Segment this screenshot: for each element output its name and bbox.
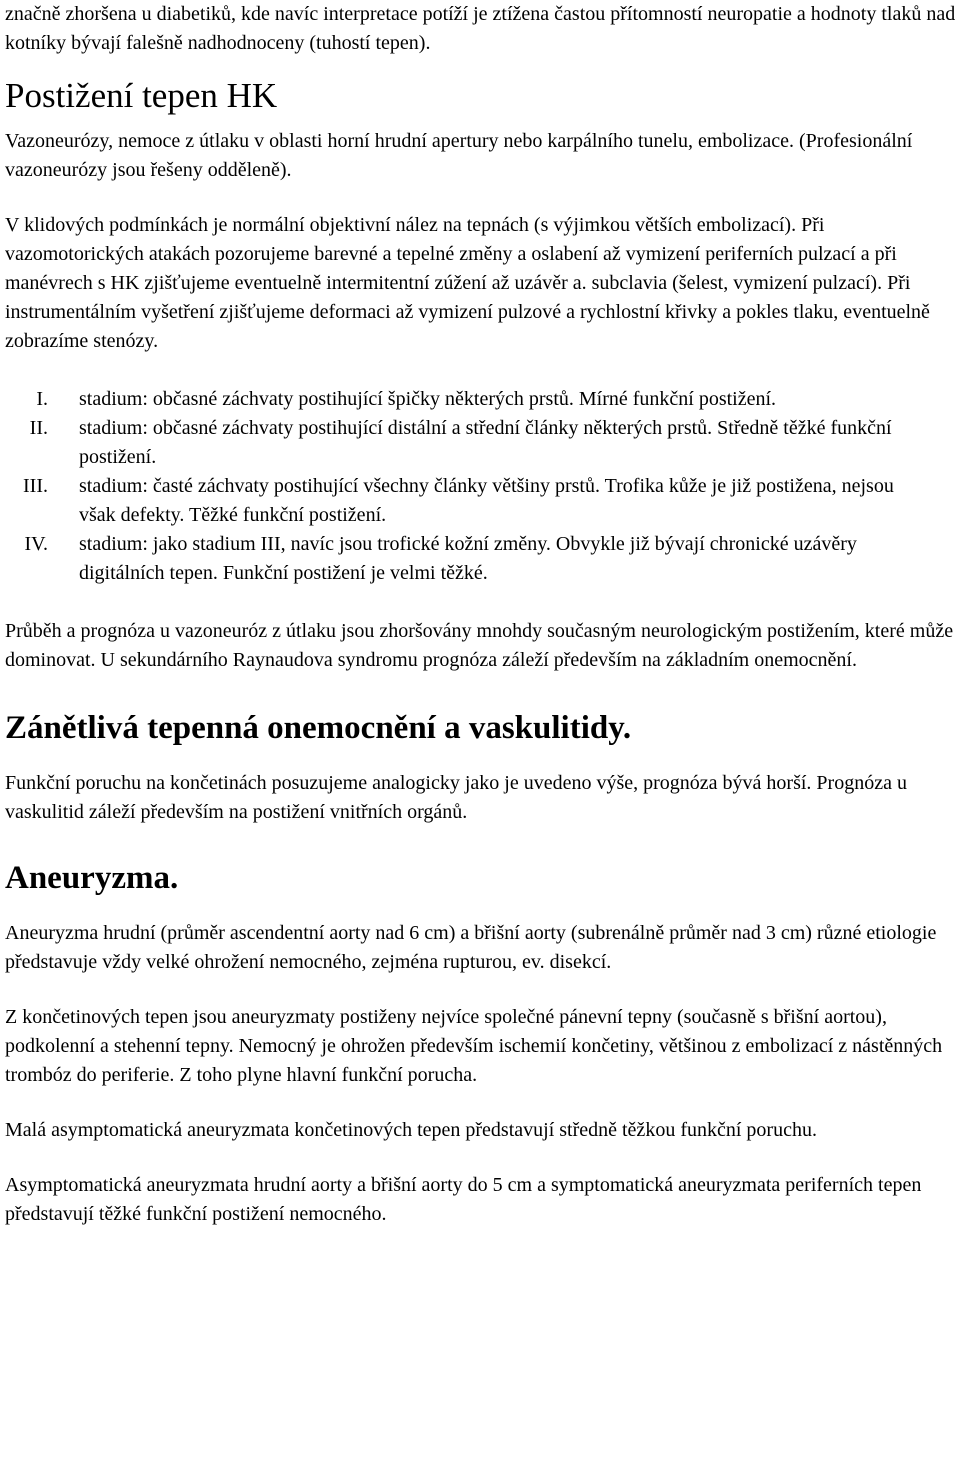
paragraph-asymptomatic-aneurysm: Asymptomatická aneuryzmata hrudní aorty a břišní aorty do 5 cm a symptomatická aneuryzmata periferních tepen představují těžké funkční postižení nemocného. (5, 1174, 922, 1225)
stage-item (5, 414, 960, 472)
paragraph-small-aneurysm: Malá asymptomatická aneuryzmata končetinových tepen představují středně těžkou funkční poruchu. (5, 1119, 817, 1141)
heading-vasculitis: Zánětlivá tepenná onemocnění a vaskulitidy. (5, 710, 632, 746)
stage-item (5, 472, 960, 530)
heading-aneurysm: Aneuryzma. (5, 860, 179, 896)
stage-number: II. (29, 417, 48, 439)
stage-item (5, 530, 960, 588)
paragraph-limb-aneurysm: Z končetinových tepen jsou aneuryzmaty postiženy nejvíce společné pánevní tepny (současně s břišní aortou), podkolenní a stehenní tepny. Nemocný je ohrožen především ischemií končetiny, většinou z embolizací z nástěnných trombóz do periferie. Z toho plyne hlavní funkční porucha. (5, 1006, 943, 1086)
paragraph-aortic-aneurysm: Aneuryzma hrudní (průměr ascendentní aorty nad 6 cm) a břišní aorty (subrenálně průměr nad 3 cm) různé etiologie představuje vždy velké ohrožení nemocného, zejména rupturou, ev. disekcí. (5, 922, 937, 973)
stage-number: III. (23, 475, 48, 497)
document-page (5, 0, 960, 1229)
heading-upper-limb-arteries: Postižení tepen HK (5, 76, 278, 115)
stage-item (5, 385, 960, 414)
paragraph-findings: V klidových podmínkách je normální objektivní nález na tepnách (s výjimkou větších embolizací). Při vazomotorických atakách pozorujeme barevné a tepelné změny a oslabení až vymizení periferních pulzací a při manévrech s HK zjišťujeme eventuelně intermitentní zúžení až uzávěr a. subclavia (šelest, vymizení pulzací). Při instrumentálním vyšetření zjišťujeme deformaci až vymizení pulzové a rychlostní křivky a pokles tlaku, eventuelně zobrazíme stenózy. (5, 214, 930, 352)
stage-text: stadium: jako stadium III, navíc jsou trofické kožní změny. Obvykle již bývají chronické uzávěry digitálních tepen. Funkční postižení je velmi těžké. (79, 533, 857, 584)
stage-text: stadium: občasné záchvaty postihující distální a střední články některých prstů. Středně těžké funkční postižení. (79, 417, 892, 468)
stage-list (5, 385, 960, 588)
intro-paragraph: značně zhoršena u diabetiků, kde navíc interpretace potíží je ztížena častou přítomností neuropatie a hodnoty tlaků nad kotníky bývají falešně nadhodnoceny (tuhostí tepen). (5, 3, 956, 54)
paragraph-prognosis: Průběh a prognóza u vazoneuróz z útlaku jsou zhoršovány mnohdy současným neurologickým postižením, které může dominovat. U sekundárního Raynaudova syndromu prognóza záleží především na základním onemocnění. (5, 620, 954, 671)
stage-number: IV. (24, 533, 48, 555)
stage-text: stadium: časté záchvaty postihující všechny články většiny prstů. Trofika kůže je již postižena, nejsou však defekty. Těžké funkční postižení. (79, 475, 894, 526)
stage-number: I. (36, 388, 48, 410)
paragraph-vasculitis: Funkční poruchu na končetinách posuzujeme analogicky jako je uvedeno výše, prognóza bývá horší. Prognóza u vaskulitid záleží především na postižení vnitřních orgánů. (5, 772, 907, 823)
paragraph-vasoneuroses: Vazoneurózy, nemoce z útlaku v oblasti horní hrudní apertury nebo karpálního tunelu, embolizace. (Profesionální vazoneurózy jsou řešeny odděleně). (5, 130, 913, 181)
stage-text: stadium: občasné záchvaty postihující špičky některých prstů. Mírné funkční postižení. (79, 388, 777, 410)
